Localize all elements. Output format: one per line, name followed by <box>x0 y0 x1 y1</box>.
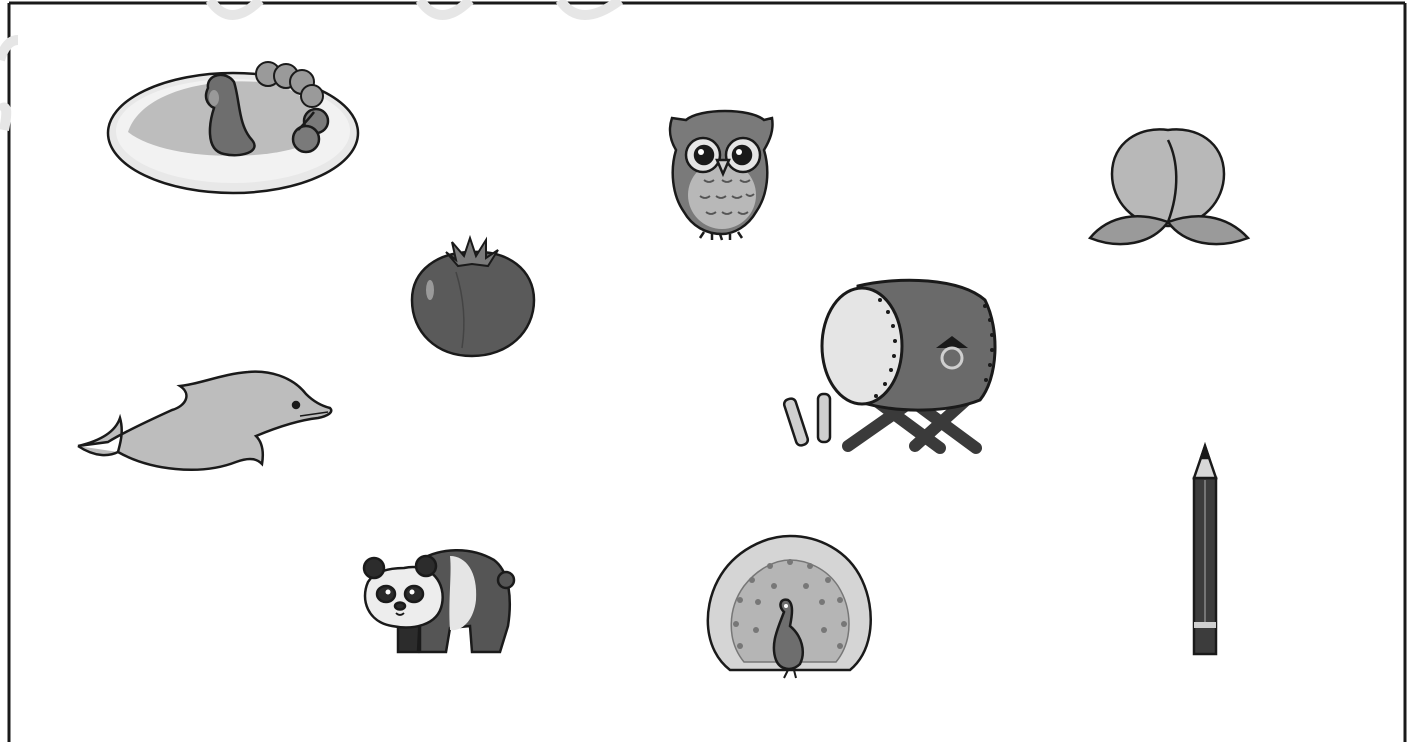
peacock-icon <box>708 536 871 678</box>
omurice-plate-icon <box>108 62 358 193</box>
taiko-drum-icon <box>783 280 995 448</box>
dolphin-icon <box>78 372 331 470</box>
tomato-icon <box>412 238 534 356</box>
pencil-icon <box>1194 446 1216 654</box>
peach-icon <box>1090 129 1248 244</box>
panda-icon <box>364 550 514 652</box>
owl-icon <box>670 111 773 240</box>
